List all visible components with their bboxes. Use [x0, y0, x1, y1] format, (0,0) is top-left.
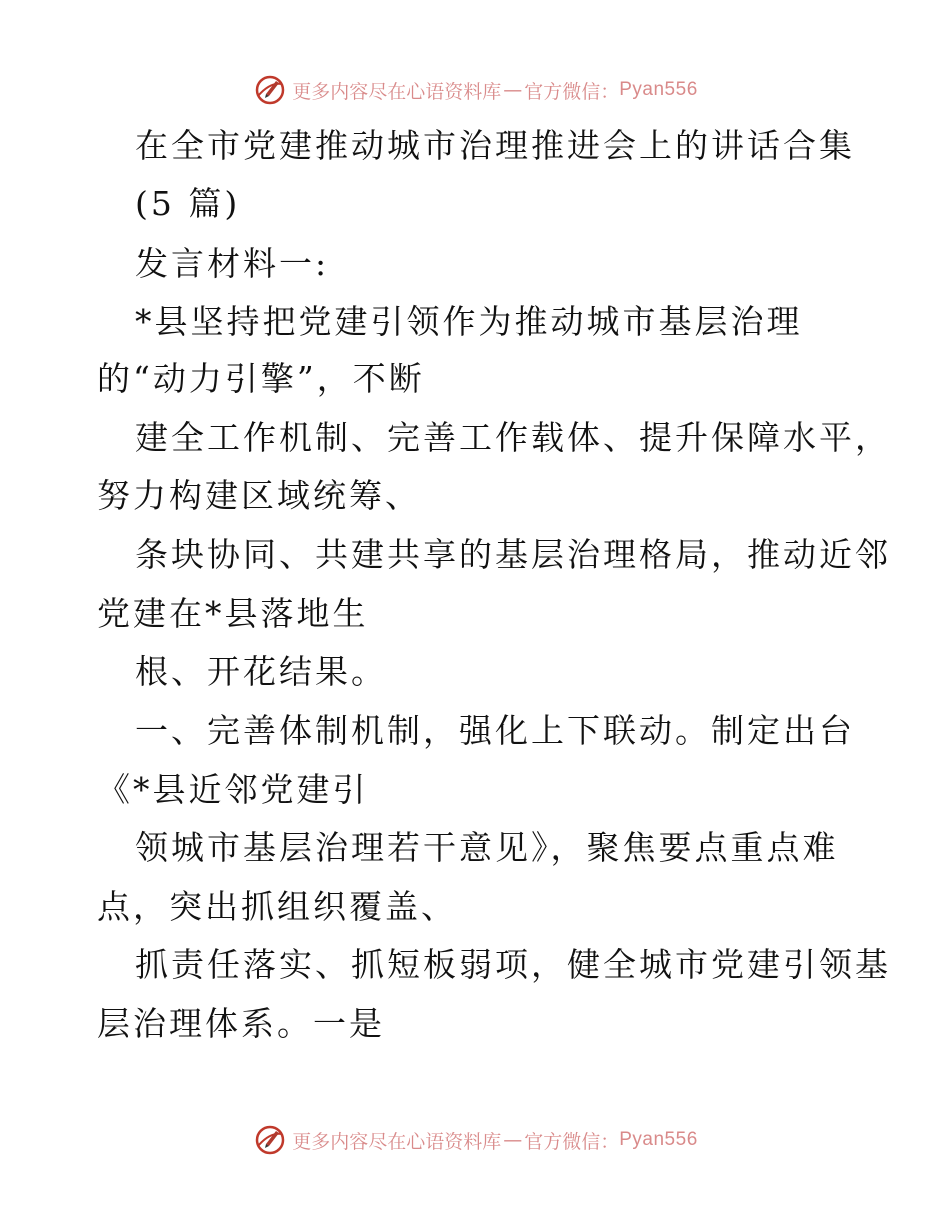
paragraph-line: 一、完善体制机制，强化上下联动。制定出台 [135, 711, 855, 750]
banner-wechat-id: Pyan556 [619, 79, 698, 100]
paragraph-line: 根、开花结果。 [135, 652, 387, 691]
header-watermark-banner [0, 70, 950, 110]
red-pen-seal-icon [252, 1122, 288, 1158]
banner-separator: — [503, 1129, 523, 1151]
paragraph-line: 建全工作机制、完善工作载体、提升保障水平， [135, 418, 891, 457]
paragraph-line: 党建在*县落地生 [97, 594, 369, 633]
banner-text: 更多内容尽在心语资料库 [292, 1130, 502, 1153]
paragraph-line: 条块协同、共建共享的基层治理格局，推动近邻 [135, 535, 891, 574]
red-pen-seal-icon [252, 72, 288, 108]
paragraph-line: 的“动力引擎”，不断 [97, 359, 425, 398]
banner-wechat-id: Pyan556 [619, 1129, 698, 1150]
paragraph-line: 层治理体系。一是 [97, 1004, 385, 1043]
paragraph-line: *县坚持把党建引领作为推动城市基层治理 [135, 302, 803, 341]
section-heading: 发言材料一: [135, 244, 330, 283]
banner-separator: — [503, 79, 523, 101]
document-title-line-2: (5 篇) [135, 184, 241, 223]
paragraph-line: 抓责任落实、抓短板弱项，健全城市党建引领基 [135, 945, 891, 984]
paragraph-line: 领城市基层治理若干意见》，聚焦要点重点难 [135, 828, 839, 867]
footer-watermark-banner [0, 1120, 950, 1160]
banner-wechat-label: 官方微信： [524, 80, 620, 103]
paragraph-line: 努力构建区域统筹、 [97, 476, 421, 515]
paragraph-line: 点，突出抓组织覆盖、 [97, 887, 457, 926]
banner-wechat-label: 官方微信： [524, 1130, 620, 1153]
paragraph-line: 《*县近邻党建引 [97, 770, 369, 809]
banner-text: 更多内容尽在心语资料库 [292, 80, 502, 103]
document-title-line-1: 在全市党建推动城市治理推进会上的讲话合集 [135, 126, 855, 165]
